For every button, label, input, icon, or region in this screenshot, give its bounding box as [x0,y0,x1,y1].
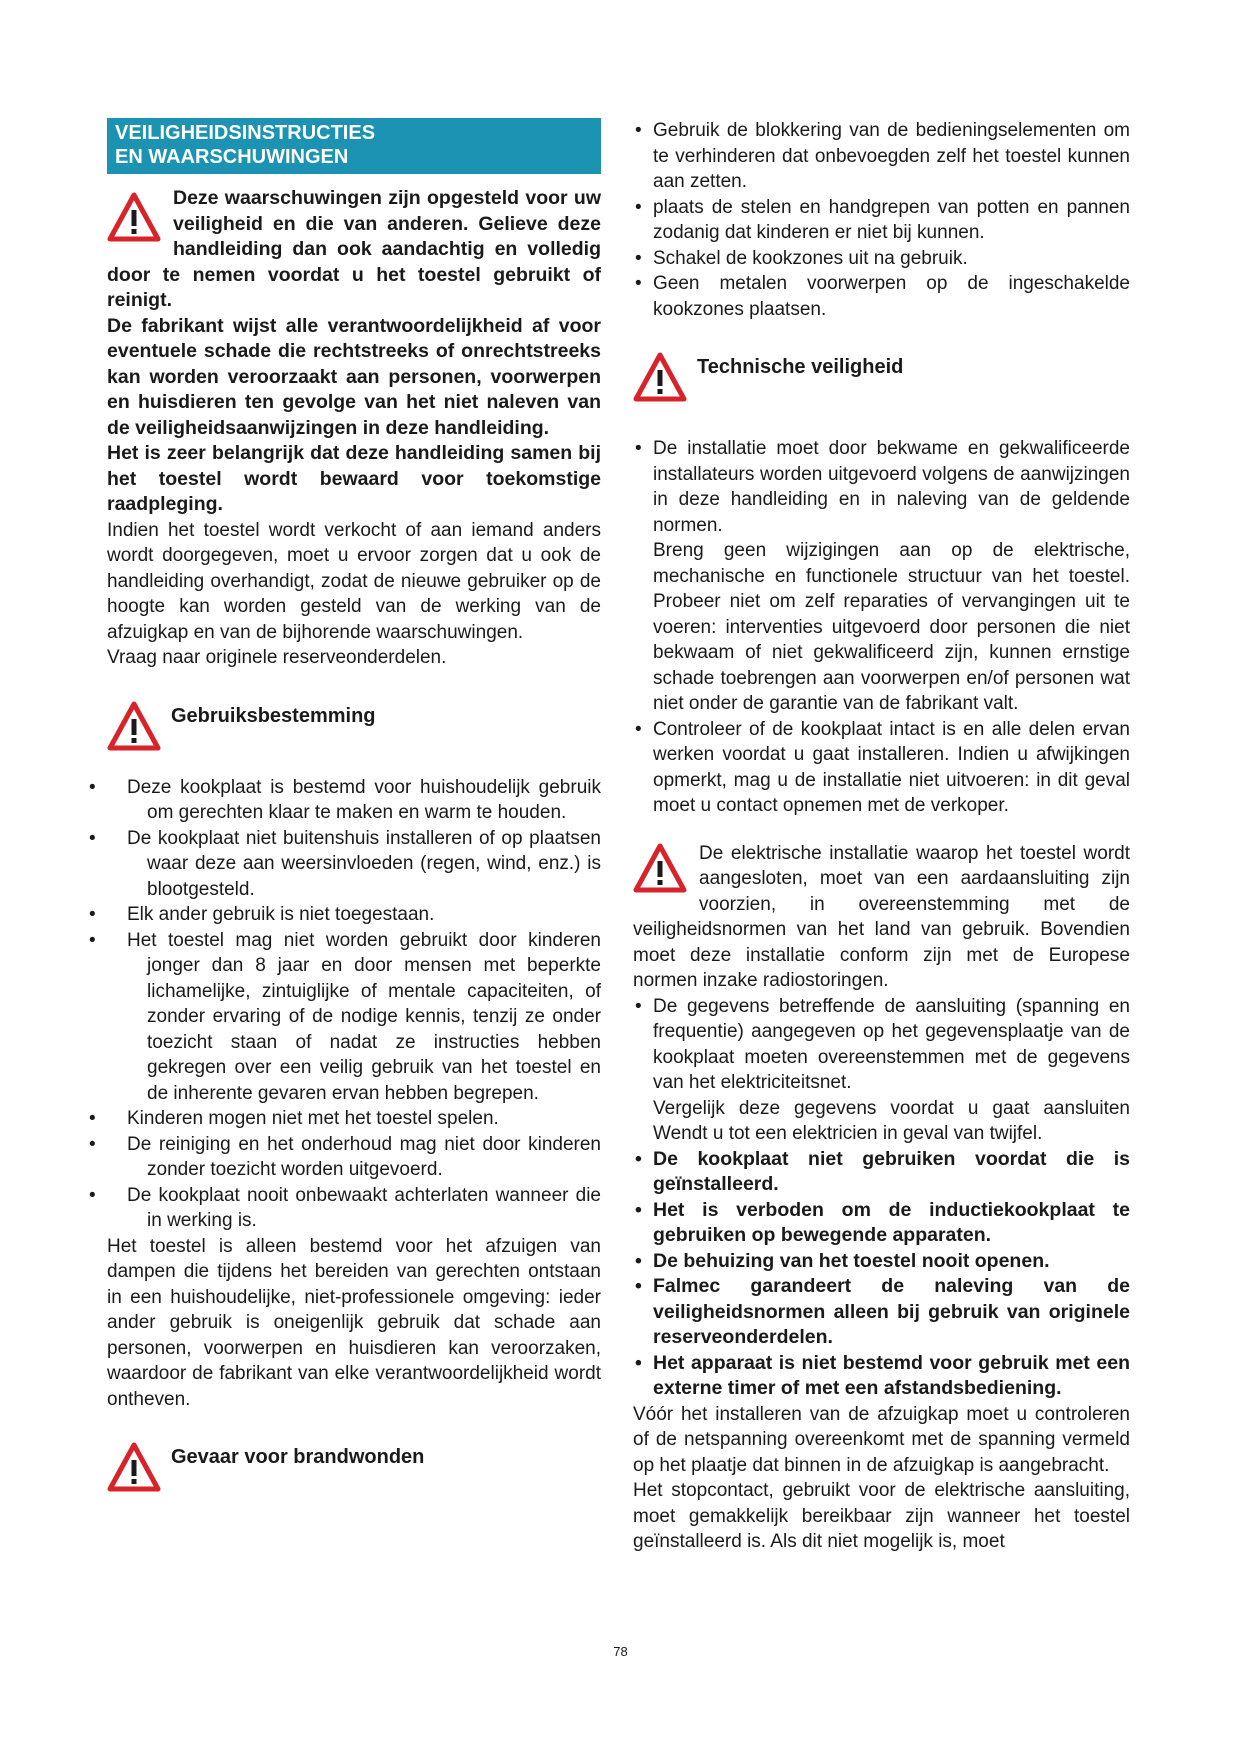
warning-icon [107,701,161,751]
warning-icon [633,843,687,893]
list-item [633,994,1130,1147]
elec-text: De elektrische installatie waarop het toestel wordt aangesloten, moet van een aardaansluiting zijn voorzien, in overeenstemming met de veiligheidsnormen van het land van gebruik. Bovendien moet deze installatie conform zijn met de Europese normen inzake radiostoringen. [633,842,1130,991]
list-item: • Controleer of de kookplaat intact is en alle delen ervan werken voordat u gaat installeren. Indien u afwijkingen opmerkt, mag u de installatie niet uitvoeren: in dit geval moet u contact opnemen met de verkoper. [633,717,1130,819]
burn-list [633,118,1130,322]
burn-title: Gevaar voor brandwonden [171,1446,425,1468]
intro-block [107,186,601,671]
burn-heading [107,1438,601,1496]
section-header [107,118,601,174]
elec-block [633,841,1130,994]
list-item: • De reiniging en het onderhoud mag niet door kinderen zonder toezicht worden uitgevoerd. [107,1132,601,1183]
right-column [633,118,1130,1555]
list-item: • Het is verboden om de inductiekookplaat te gebruiken op bewegende apparaten. [633,1198,1130,1249]
tech-heading [633,348,1130,406]
intro-text-1: Indien het toestel wordt verkocht of aan iemand anders wordt doorgegeven, moet u ervoor zorgen dat u ook de handleiding overhandigt, zodat de nieuwe gebruiker op de hoogte kan worden gesteld van de werking van de afzuigkap en van de bijhorende waarschuwingen. [107,519,601,643]
intro-text-2: Vraag naar originele reserveonderdelen. [107,647,447,668]
tech-list [633,436,1130,819]
list-item: • De kookplaat niet gebruiken voordat die is geïnstalleerd. [633,1147,1130,1198]
usage-text: Het toestel is alleen bestemd voor het afzuigen van dampen die tijdens het bereiden van gerechten ontstaan in een huishoudelijke, niet-professionele omgeving: ieder ander gebruik is oneigenlijk gebruik dat schade aan personen, voorwerpen en huisdieren kan veroorzaken, waardoor de fabrikant van elke verantwoordelijkheid wordt ontheven. [107,1235,601,1410]
warning-icon [107,1442,161,1492]
final-text-2: Het stopcontact, gebruikt voor de elektrische aansluiting, moet gemakkelijk bereikbaar zijn wanneer het toestel geïnstalleerd is. Als dit niet mogelijk is, moet [633,1480,1130,1552]
elec-item-1: De gegevens betreffende de aansluiting (spanning en frequentie) aangegeven op het gegevensplaatje van de kookplaat moeten overeenstemmen met de gegevens van het elektriciteitsnet. [653,995,1130,1093]
usage-title: Gebruiksbestemming [171,704,376,727]
warning-icon [633,352,687,402]
final-text-1: Vóór het installeren van de afzuigkap moet u controleren of de netspanning overeenkomt met de spanning vermeld op het plaatje dat binnen in de afzuigkap is aangebracht. [633,1403,1130,1476]
tech-title: Technische veiligheid [697,356,904,378]
left-column [107,118,601,1516]
list-item: • Het toestel mag niet worden gebruikt door kinderen jonger dan 8 jaar en door mensen met beperkte lichamelijke, zintuiglijke of mentale capaciteiten, of zonder ervaring of de nodige kennis, tenzij ze onder toezicht staan of nadat ze instructies hebben gekregen over een veilig gebruik van het toestel en de inherente gevaren ervan hebben begrepen. [107,928,601,1107]
list-item: • Deze kookplaat is bestemd voor huishoudelijk gebruik om gerechten klaar te maken en warm te houden. [107,775,601,826]
tech-item-1b: Breng geen wijzigingen aan op de elektrische, mechanische en functionele structuur van het toestel. Probeer niet om zelf reparaties of vervangingen uit te voeren: interventies uitgevoerd door personen die niet bekwaam of niet gekwalificeerd zijn, kunnen ernstige schade toebrengen aan voorwerpen en/of personen wat niet onder de garantie van de fabrikant valt. [653,540,1130,714]
page-number: 78 [613,1644,628,1659]
header-line-1: VEILIGHEIDSINSTRUCTIES [115,122,376,144]
elec-list [633,994,1130,1147]
list-item: • Falmec garandeert de naleving van de veiligheidsnormen alleen bij gebruik van originele reserveonderdelen. [633,1274,1130,1351]
elec-item-1b: Vergelijk deze gegevens voordat u gaat aansluiten Wendt u tot een elektricien in geval van twijfel. [653,1097,1130,1144]
intro-bold-3: Het is zeer belangrijk dat deze handleiding samen bij het toestel wordt bewaard voor toekomstige raadpleging. [107,442,601,515]
usage-list [107,775,601,1234]
header-line-2: EN WAARSCHUWINGEN [115,146,349,168]
list-item: • plaats de stelen en handgrepen van potten en pannen zodanig dat kinderen er niet bij kunnen. [633,195,1130,246]
list-item: • Kinderen mogen niet met het toestel spelen. [107,1106,601,1132]
intro-bold-1: Deze waarschuwingen zijn opgesteld voor uw veiligheid en die van anderen. Gelieve deze handleiding dan ook aandachtig en volledig door te nemen voordat u het toestel gebruikt of reinigt. [107,187,601,311]
tech-item-1: De installatie moet door bekwame en gekwalificeerde installateurs worden uitgevoerd volgens de aanwijzingen in deze handleiding en in naleving van de geldende normen. [653,438,1130,536]
list-item: • De kookplaat nooit onbewaakt achterlaten wanneer die in werking is. [107,1183,601,1234]
list-item: • Geen metalen voorwerpen op de ingeschakelde kookzones plaatsen. [633,271,1130,322]
list-item: • Elk ander gebruik is niet toegestaan. [107,902,601,928]
list-item: • De kookplaat niet buitenshuis installeren of op plaatsen waar deze aan weersinvloeden (regen, wind, enz.) is blootgesteld. [107,826,601,903]
list-item [633,436,1130,717]
list-item: • Het apparaat is niet bestemd voor gebruik met een externe timer of met een afstandsbediening. [633,1351,1130,1402]
warning-icon [107,192,161,242]
list-item: • De behuizing van het toestel nooit openen. [633,1249,1130,1275]
bold-list [633,1147,1130,1402]
list-item: • Schakel de kookzones uit na gebruik. [633,246,1130,272]
usage-heading [107,697,601,755]
list-item: • Gebruik de blokkering van de bedieningselementen om te verhinderen dat onbevoegden zelf het toestel kunnen aan zetten. [633,118,1130,195]
intro-bold-2: De fabrikant wijst alle verantwoordelijkheid af voor eventuele schade die rechtstreeks of onrechtstreeks kan worden veroorzaakt aan personen, voorwerpen en huisdieren ten gevolge van het niet naleven van de veiligheidsaanwijzingen in deze handleiding. [107,314,601,439]
